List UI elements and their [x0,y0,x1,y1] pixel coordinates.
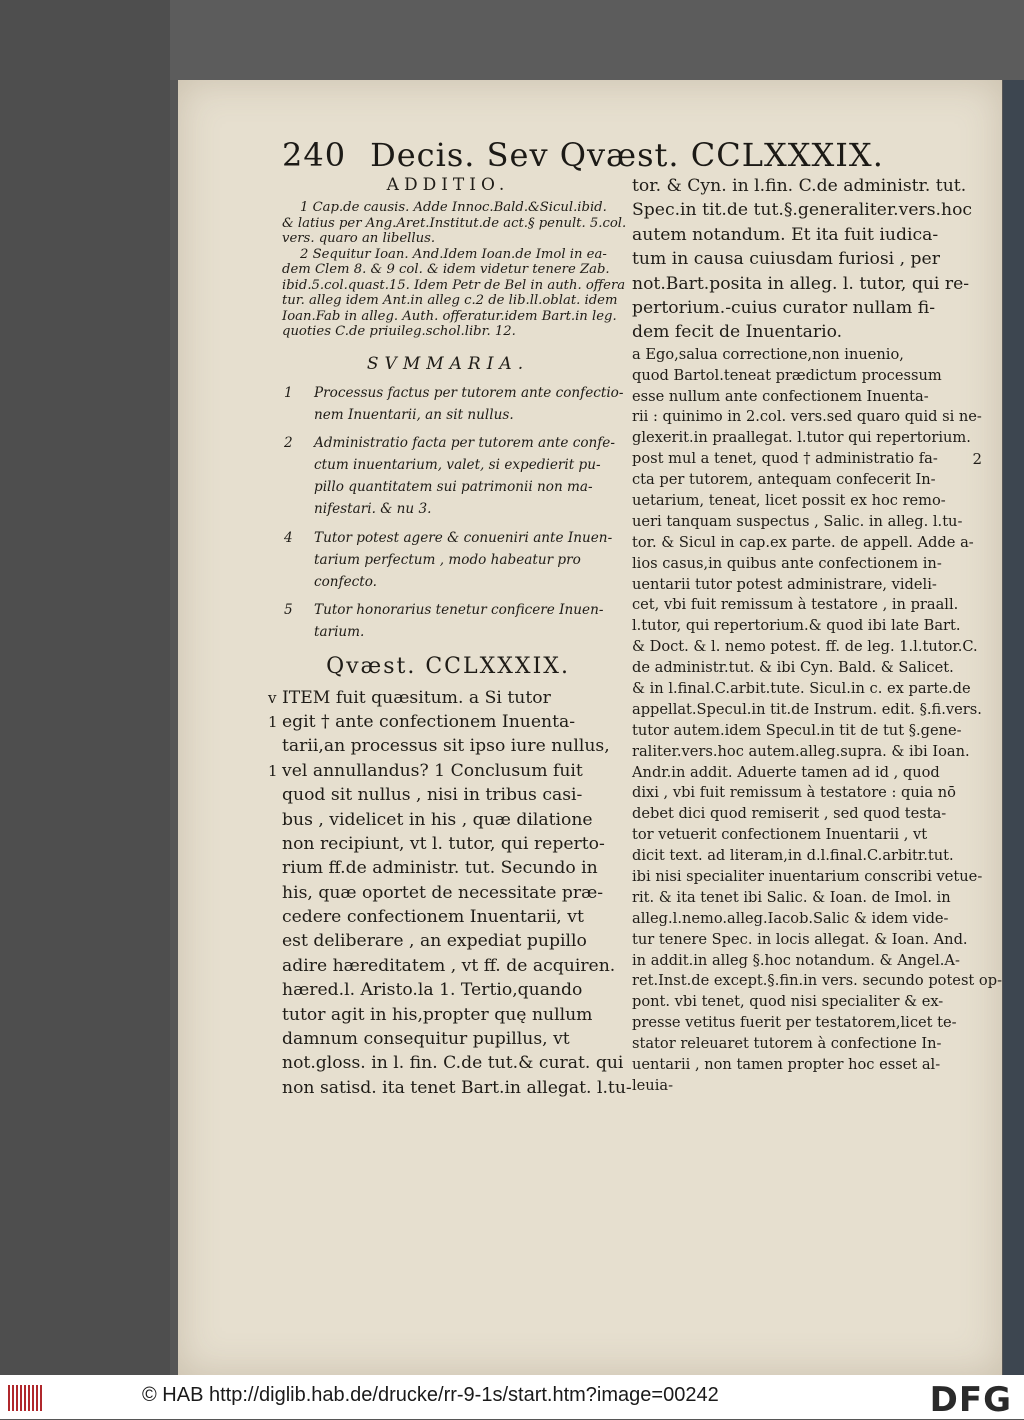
annotation-text: ibi nisi specialiter inuentarium conscribi vetue- [632,868,983,885]
summaria-line [282,599,614,621]
annotation-text: presse vetitus fuerit per testatorem,licet te- [632,1014,957,1032]
right-column [632,174,1002,1097]
summaria-line [282,527,614,549]
body-line [268,710,614,734]
annotation-text: lios casus,in quibus ante confectionem in- [632,554,942,572]
summaria-list [282,382,624,644]
additio-line: ibid.5.col.quast.15. Idem Petr de Bel in auth. offera [282,277,626,293]
annotation-text: ret.Inst.de except.§.fin.in vers. secundo potest op- [632,972,1002,990]
additio-line: dem Clem 8. & 9 col. & idem videtur tenere Zab. [282,262,610,277]
viewer-footer [0,1375,1024,1419]
annotation-text: post mul a tenet, quod † administratio fa- [632,450,938,468]
additio-heading: ADDITIO. [386,175,510,195]
annotation-text: pont. vbi tenet, quod nisi specialiter & ex- [632,993,944,1011]
summaria-number: 1 [284,384,293,401]
body-line [282,808,614,832]
additio-line: & latius per Ang.Aret.Institut.de act.§ penult. 5.col. [282,215,627,231]
summaria-line [282,571,614,593]
annotation-line [632,846,962,867]
right-body-line: tum in causa cuiusdam furiosi , per [632,249,940,270]
annotation-text: dicit text. ad literam,in d.l.final.C.arbitr.tut. [632,847,954,865]
body-line [282,734,614,758]
annotation-text: Andr.in addit. Aduerte tamen ad id , quod [632,763,940,781]
annotation-line [632,1055,962,1076]
annotation-line [632,491,962,512]
annotation-line [632,971,1002,992]
right-body-line: pertorium.-cuius curator nullam fi- [632,297,936,318]
body-line [282,881,614,905]
summaria-line [282,404,614,426]
summaria-text: tarium perfectum , modo habeatur pro [314,551,581,568]
annotation-line [632,930,968,951]
margin-marker: 2 [972,450,982,469]
annotation-text: alleg.l.nemo.alleg.Iacob.Salic & idem vide- [632,909,949,927]
running-head [282,130,884,174]
annotation-text: l.tutor, qui repertorium.& quod ibi late Bart. [632,617,961,635]
body-line [282,978,614,1002]
additio-line: Ioan.Fab in alleg. Auth. offeratur.idem Bart.in leg. [282,308,617,324]
body-text: damnum consequitur pupillus, vt [282,1029,570,1050]
body-line [282,832,614,856]
summaria-text: Processus factus per tutorem ante confectio- [314,384,624,401]
body-line [282,783,614,807]
annotation-line [632,554,962,575]
annotation-line [632,783,962,804]
annotation-line [632,679,971,700]
annotation-line [632,763,962,784]
question-heading: Qvæst. CCLXXXIX. [326,653,570,679]
summaria-text: nem Inuentarii, an sit nullus. [314,406,514,423]
additio-line: 2 Sequitur Ioan. And.Idem Ioan.de Imol in ea- [300,246,607,262]
library-barcode-icon [8,1385,44,1411]
right-body-large [632,174,973,345]
annotation-line [632,407,982,428]
annotation-line [632,742,970,763]
summaria-line [282,549,614,571]
right-body-line: autem notandum. Et ita fuit iudica- [632,224,939,245]
body-line [282,954,614,978]
annotation-text: tur tenere Spec. in locis allegat. & Ioan. And. [632,930,968,948]
annotation-line [632,992,962,1013]
body-text: bus , videlicet in his , quæ dilatione [282,809,593,830]
annotation-line [632,1013,962,1034]
body-line [282,1076,632,1100]
margin-marker: 1 [268,761,278,780]
additio-block [282,200,627,340]
left-column [268,174,632,1100]
annotation-text: stator releuaret tutorem à confectione In- [632,1035,942,1053]
summaria-heading: SVMMARIA. [366,353,530,374]
additio-line: 1 Cap.de causis. Adde Innoc.Bald.&Sicul.ibid. [300,200,607,215]
annotation-text: in addit.in alleg §.hoc notandum. & Angel.A- [632,951,960,969]
summaria-number: 4 [284,529,293,546]
summaria-text: ctum inuentarium, valet, si expedierit pu- [314,457,601,474]
summaria-line [282,476,614,498]
right-annotation-small [632,345,1002,1097]
question-body [268,686,632,1101]
body-line [268,759,614,783]
summaria-text: Tutor honorarius tenetur conficere Inuen- [314,602,604,619]
annotation-line [632,533,974,554]
summaria-number: 2 [284,434,293,451]
annotation-text: dixi , vbi fuit remissum à testatore : quia nō [632,784,956,802]
summaria-line [282,432,614,454]
right-body-line: Spec.in tit.de tut.§.generaliter.vers.hoc [632,200,973,221]
body-line [282,1051,624,1075]
annotation-text: uetarium, teneat, licet possit ex hoc remo- [632,491,946,509]
margin-marker: 1 [268,712,278,731]
annotation-text: rii : quinimo in 2.col. vers.sed quaro quid si ne- [632,408,982,426]
annotation-text: & in l.final.C.arbit.tute. Sicul.in c. ex parte.de [632,679,971,697]
summaria-text: tarium. [314,624,365,641]
annotation-text: cta per tutorem, antequam confecerit In- [632,471,936,489]
annotation-text: tor vetuerit confectionem Inuentarii , vt [632,826,928,844]
annotation-line [632,575,962,596]
summaria-text: Tutor potest agere & conueniri ante Inuen- [314,529,613,546]
body-text: tutor agit in his,propter quę nullum [282,1004,593,1025]
book-cover-edge [1003,80,1024,1375]
annotation-line [632,1076,962,1097]
body-text: his, quæ oportet de necessitate præ- [282,882,604,903]
annotation-text: glexerit.in praallegat. l.tutor qui repertorium. [632,429,971,447]
dfg-logo: DFG [929,1380,1012,1420]
annotation-text: ueri tanquam suspectus , Salic. in alleg. l.tu- [632,512,963,530]
summaria-text: pillo quantitatem sui patrimonii non ma- [314,479,593,496]
annotation-line [632,366,962,387]
summaria-text: nifestari. & nu 3. [314,501,432,518]
right-body-line: tor. & Cyn. in l.fin. C.de administr. tut. [632,176,967,196]
annotation-line [632,616,962,637]
body-line [282,929,614,953]
annotation-line [632,595,962,616]
annotation-text: cet, vbi fuit remissum à testatore , in praall. [632,596,959,614]
annotation-text: debet dici quod remiserit , sed quod testa- [632,805,947,823]
body-text: hæred.l. Aristo.la 1. Tertio,quando [282,980,583,1001]
summaria-text: Administratio facta per tutorem ante confe- [314,434,615,451]
viewer-left-panel [0,0,170,1375]
viewer-top-band [170,0,1024,80]
annotation-line [632,637,978,658]
annotation-text: & Doct. & l. nemo potest. ff. de leg. 1.l.tutor.C. [632,638,978,656]
annotation-line [632,387,962,408]
body-text: cedere confectionem Inuentarii, vt [282,907,584,928]
summaria-text: confecto. [314,574,377,590]
additio-line: quoties C.de priuileg.schol.libr. 12. [282,324,516,339]
annotation-line [632,449,982,470]
body-text: est deliberare , an expediat pupillo [282,931,587,952]
annotation-line [632,700,982,721]
body-text: egit † ante confectionem Inuenta- [282,711,576,732]
body-text: ITEM fuit quæsitum. a Si tutor [282,687,551,708]
annotation-line [632,512,962,533]
annotation-line [632,721,962,742]
annotation-text: appellat.Specul.in tit.de Instrum. edit. §.fi.vers. [632,700,982,718]
annotation-line [632,804,962,825]
body-line [282,856,614,880]
annotation-text: esse nullum ante confectionem Inuenta- [632,387,929,405]
additio-line: tur. alleg idem Ant.in alleg c.2 de lib.ll.oblat. idem [282,293,618,308]
annotation-line [632,658,962,679]
annotation-text: a Ego,salua correctione,non inuenio, [632,345,904,363]
body-text: not.gloss. in l. fin. C.de tut.& curat. qui [282,1053,624,1074]
annotation-text: de administr.tut. & ibi Cyn. Bald. & Salicet. [632,659,954,677]
body-text: adire hæreditatem , vt ff. de acquiren. [282,955,616,976]
footer-copyright-link[interactable]: © HAB http://diglib.hab.de/drucke/rr-9-1s/start.htm?image=00242 [142,1384,719,1406]
right-body-line: dem fecit de Inuentario. [632,322,843,343]
annotation-text: uentarii , non tamen propter hoc esset al- [632,1056,941,1074]
summaria-line [282,454,614,476]
body-line [282,1003,614,1027]
annotation-line [632,888,962,909]
body-line [282,1027,614,1051]
annotation-text: rit. & ita tenet ibi Salic. & Ioan. de Imol. in [632,888,951,906]
page-number: 240 [282,136,347,174]
margin-marker: v [268,688,277,707]
annotation-text: uentarii tutor potest administrare, videli- [632,575,937,593]
annotation-text: tor. & Sicul in cap.ex parte. de appell. Adde a- [632,533,974,551]
annotation-line [632,1034,962,1055]
right-body-line: not.Bart.posita in alleg. l. tutor, qui re- [632,273,970,294]
annotation-line [632,909,962,930]
running-title: Decis. Sev Qvæst. CCLXXXIX. [370,136,884,174]
annotation-line [632,825,962,846]
annotation-text: leuia- [632,1076,674,1094]
annotation-text: raliter.vers.hoc autem.alleg.supra. & ibi Ioan. [632,742,970,760]
body-text: tarii,an processus sit ipso iure nullus, [282,736,610,757]
annotation-line [632,428,971,449]
summaria-line [282,382,624,404]
body-line [268,686,614,710]
additio-line: vers. quaro an libellus. [282,231,436,246]
summaria-number: 5 [284,602,293,619]
body-line [282,905,614,929]
summaria-line [282,621,614,643]
annotation-line [632,951,962,972]
summaria-line [282,498,614,520]
body-text: non satisd. ita tenet Bart.in allegat. l.tu- [282,1077,632,1098]
body-text: rium ff.de administr. tut. Secundo in [282,858,598,879]
annotation-text: quod Bartol.teneat prædictum processum [632,366,942,384]
body-text: non recipiunt, vt l. tutor, qui reperto- [282,833,605,854]
annotation-line [632,867,983,888]
body-text: vel annullandus? 1 Conclusum fuit [282,760,583,781]
annotation-text: tutor autem.idem Specul.in tit de tut §.gene- [632,721,962,739]
annotation-line [632,345,962,366]
body-text: quod sit nullus , nisi in tribus casi- [282,785,583,806]
annotation-line [632,470,962,491]
